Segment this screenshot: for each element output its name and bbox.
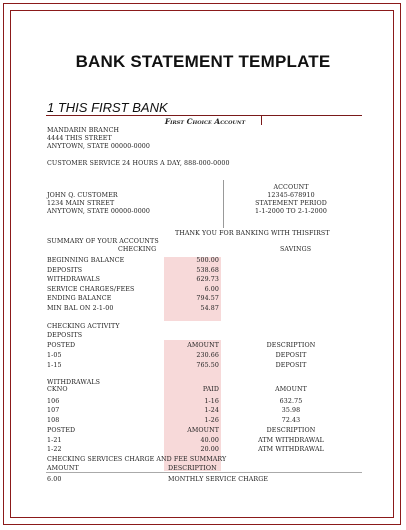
check-paid: 1-24: [204, 407, 219, 414]
withdrawal-amount: 20.00: [200, 446, 219, 453]
summary-heading: SUMMARY OF YOUR ACCOUNTS: [47, 238, 159, 245]
branch-line: ANYTOWN, STATE 00000-0000: [47, 143, 151, 150]
fee-summary-heading: CHECKING SERVICES CHARGE AND FEE SUMMARY: [47, 456, 227, 463]
branch-line: MANDARIN BRANCH: [47, 127, 120, 134]
deposit-col-posted: POSTED: [47, 342, 76, 349]
deposit-posted: 1-15: [47, 362, 62, 369]
deposit-col-description: DESCRIPTION: [266, 342, 316, 349]
account-number: 12345-678910: [267, 192, 315, 199]
fee-amount: 6.00: [47, 476, 62, 483]
check-paid: 1-26: [204, 417, 219, 424]
customer-service: CUSTOMER SERVICE 24 HOURS A DAY, 888-000-0000: [47, 160, 230, 167]
withdrawal-col-amount: AMOUNT: [187, 427, 219, 434]
withdrawal-amount: 40.00: [200, 437, 219, 444]
deposit-amount: 230.66: [196, 352, 219, 359]
withdrawals-heading: WITHDRAWALS: [47, 379, 101, 386]
fee-description: MONTHLY SERVICE CHARGE: [168, 476, 269, 483]
summary-value: 629.73: [196, 276, 219, 283]
withdrawal-col-posted: POSTED: [47, 427, 76, 434]
check-amount: 35.98: [281, 407, 301, 414]
fee-col-description: DESCRIPTION: [168, 465, 217, 472]
account-divider: [223, 180, 224, 228]
thanks-message: THANK YOU FOR BANKING WITH THISFIRST: [175, 230, 330, 237]
summary-label: WITHDRAWALS: [47, 276, 101, 283]
branch-line: 4444 THIS STREET: [47, 135, 112, 142]
deposit-description: DEPOSIT: [275, 362, 307, 369]
deposit-description: DEPOSIT: [275, 352, 307, 359]
check-paid: 1-16: [204, 398, 219, 405]
customer-line: 1234 MAIN STREET: [47, 200, 115, 207]
customer-line: ANYTOWN, STATE 00000-0000: [47, 208, 151, 215]
withdrawal-posted: 1-21: [47, 437, 62, 444]
statement-period-label: STATEMENT PERIOD: [255, 200, 327, 207]
summary-value: 6.00: [204, 286, 219, 293]
summary-value: 500.00: [196, 257, 219, 264]
activity-heading: CHECKING ACTIVITY: [47, 323, 120, 330]
withdrawal-description: ATM WITHDRAWAL: [258, 446, 324, 453]
account-title: First Choice Account: [164, 117, 246, 126]
deposits-heading: DEPOSITS: [47, 332, 83, 339]
fee-col-amount: AMOUNT: [47, 465, 79, 472]
customer-line: JOHN Q. CUSTOMER: [47, 192, 118, 199]
header-rule: [46, 115, 362, 116]
summary-value: 538.68: [196, 267, 219, 274]
checking-label: CHECKING: [118, 246, 157, 253]
fee-rule: [46, 472, 362, 473]
summary-label: BEGINNING BALANCE: [47, 257, 125, 264]
deposit-posted: 1-05: [47, 352, 62, 359]
check-number: 106: [47, 398, 60, 405]
check-amount: 632.75: [279, 398, 303, 405]
savings-label: SAVINGS: [280, 246, 312, 253]
summary-value: 54.87: [200, 305, 219, 312]
check-number: 107: [47, 407, 60, 414]
account-label: ACCOUNT: [273, 184, 309, 191]
deposit-amount: 765.50: [196, 362, 219, 369]
summary-label: ENDING BALANCE: [47, 295, 112, 302]
account-title-right-rule: [261, 115, 262, 125]
withdrawal-description: ATM WITHDRAWAL: [258, 437, 324, 444]
summary-value: 794.57: [196, 295, 219, 302]
withdrawal-col-description: DESCRIPTION: [266, 427, 316, 434]
deposit-col-amount: AMOUNT: [187, 342, 219, 349]
withdrawal-posted: 1-22: [47, 446, 62, 453]
summary-label: MIN BAL ON 2-1-00: [47, 305, 114, 312]
summary-label: DEPOSITS: [47, 267, 83, 274]
check-col-amount: AMOUNT: [275, 386, 307, 393]
bank-name: 1 THIS FIRST BANK: [47, 100, 168, 115]
statement-period: 1-1-2000 TO 2-1-2000: [255, 208, 327, 215]
check-col-ckno: CKNO: [47, 386, 68, 393]
summary-label: SERVICE CHARGES/FEES: [47, 286, 135, 293]
check-amount: 72.43: [281, 417, 301, 424]
check-number: 108: [47, 417, 60, 424]
check-col-paid: PAID: [202, 386, 219, 393]
document-title: BANK STATEMENT TEMPLATE: [75, 52, 331, 71]
